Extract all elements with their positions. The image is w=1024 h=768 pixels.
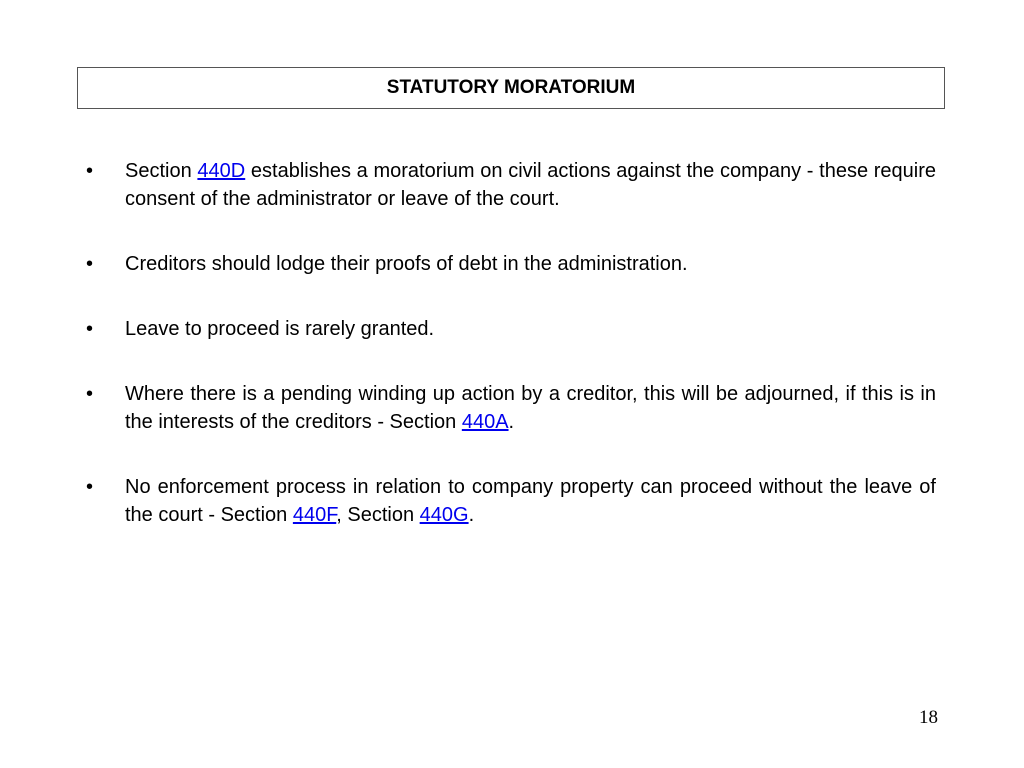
link-section-440g[interactable]: 440G xyxy=(419,504,469,526)
bullet-4-text-b: . xyxy=(508,411,515,433)
bullet-item-5 xyxy=(84,473,936,529)
bullet-5-text-b: , Section xyxy=(336,504,420,526)
bullet-marker: • xyxy=(86,476,94,498)
bullet-5-text-a: No enforcement process in relation to company property can proceed without the leave of the court - Section xyxy=(125,476,936,526)
bullet-item-1 xyxy=(84,157,936,213)
bullet-5-text-c: . xyxy=(468,504,475,526)
link-section-440d[interactable]: 440D xyxy=(197,160,246,182)
bullet-1-text-a: Section xyxy=(125,160,198,182)
bullet-2-text: Creditors should lodge their proofs of debt in the administration. xyxy=(125,253,688,275)
bullet-marker: • xyxy=(86,383,94,405)
bullet-marker: • xyxy=(86,318,94,340)
link-section-440f[interactable]: 440F xyxy=(292,504,337,526)
bullet-item-4 xyxy=(84,380,936,436)
link-section-440a[interactable]: 440A xyxy=(461,411,509,433)
slide-title-box xyxy=(77,67,945,109)
slide-title: STATUTORY MORATORIUM xyxy=(386,77,636,98)
bullet-marker: • xyxy=(86,253,94,275)
bullet-1-text-b: establishes a moratorium on civil actions against the company - these require consent of the administrator or leave of the court. xyxy=(125,160,937,210)
page-number: 18 xyxy=(919,707,938,728)
bullet-list xyxy=(84,157,936,529)
bullet-marker: • xyxy=(86,160,94,182)
bullet-3-text: Leave to proceed is rarely granted. xyxy=(125,318,435,340)
bullet-item-3 xyxy=(84,315,936,343)
bullet-4-text-a: Where there is a pending winding up action by a creditor, this will be adjourned, if this is in the interests of the creditors - Section xyxy=(125,383,936,433)
bullet-item-2 xyxy=(84,250,936,278)
